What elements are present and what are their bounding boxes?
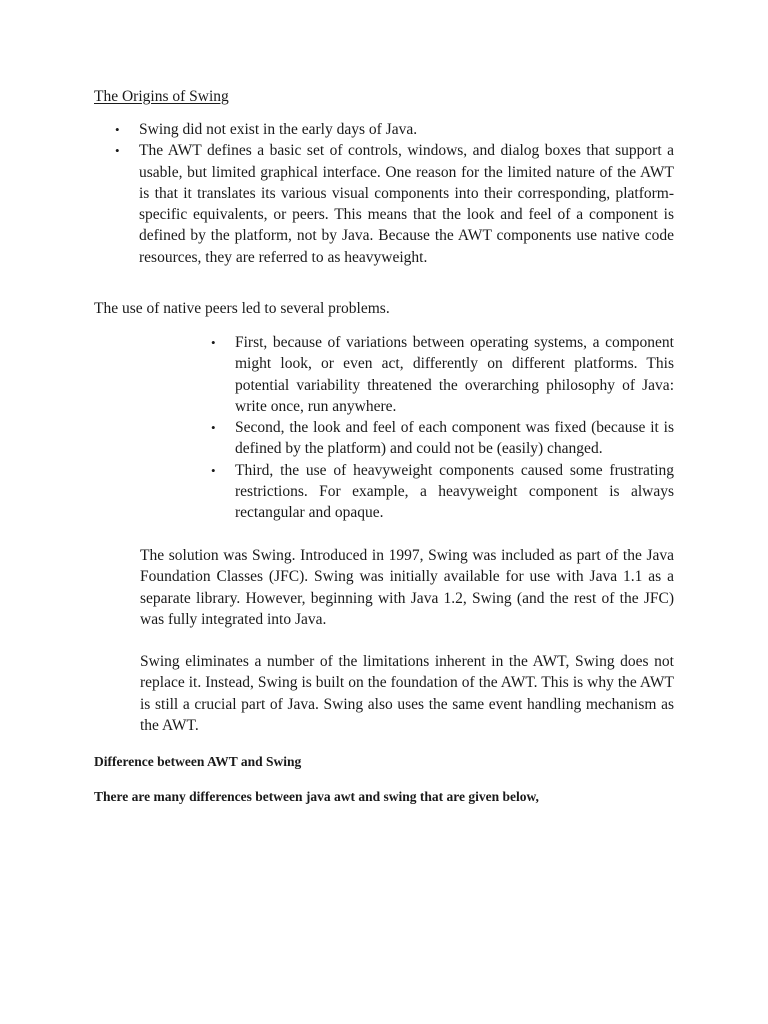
bullet-icon: • <box>115 143 120 159</box>
difference-subheading: There are many differences between java awt and swing that are given below, <box>94 789 539 804</box>
bullet-text: The AWT defines a basic set of controls, windows, and dialog boxes that support a usable, but limited graphical interface. One reason for the limited nature of the AWT is that it translates its various visual components into their corresponding, platform-specific equivalents, or peers. This means that the look and feel of a component is defined by the platform, not by Java. Because the AWT components use native code resources, they are referred to as heavyweight. <box>139 142 674 266</box>
solution-paragraph: The solution was Swing. Introduced in 1997, Swing was included as part of the Java Foundation Classes (JFC). Swing was initially available for use with Java 1.1 as a separate library. However, beginning with Java 1.2, Swing (and the rest of the JFC) was fully integrated into Java. <box>140 547 674 628</box>
bullet-icon: • <box>211 462 216 478</box>
bullet-text: Second, the look and feel of each component was fixed (because it is defined by the platform) and could not be (easily) changed. <box>235 419 674 458</box>
problems-intro: The use of native peers led to several problems. <box>94 300 390 317</box>
problems-bullet-list <box>211 332 674 524</box>
bullet-text: Third, the use of heavyweight components caused some frustrating restrictions. For example, a heavyweight component is always rectangular and opaque. <box>235 461 674 522</box>
list-item <box>115 119 674 140</box>
list-item <box>211 332 674 417</box>
origins-bullet-list <box>115 119 674 268</box>
bullet-icon: • <box>211 420 216 436</box>
list-item <box>115 140 674 268</box>
list-item <box>211 460 674 524</box>
eliminates-paragraph: Swing eliminates a number of the limitations inherent in the AWT, Swing does not replace it. Instead, Swing is built on the foundation of the AWT. This is why the AWT is still a crucial part of Java. Swing also uses the same event handling mechanism as the AWT. <box>140 653 674 734</box>
list-item <box>211 417 674 460</box>
difference-heading: Difference between AWT and Swing <box>94 754 302 769</box>
page-title: The Origins of Swing <box>94 88 229 105</box>
bullet-icon: • <box>115 122 120 137</box>
bullet-icon: • <box>211 335 216 350</box>
bullet-text: First, because of variations between operating systems, a component might look, or even act, differently on different platforms. This potential variability threatened the overarching philosophy of Java: write once, run anywhere. <box>235 334 674 415</box>
bullet-text: Swing did not exist in the early days of Java. <box>139 121 418 138</box>
